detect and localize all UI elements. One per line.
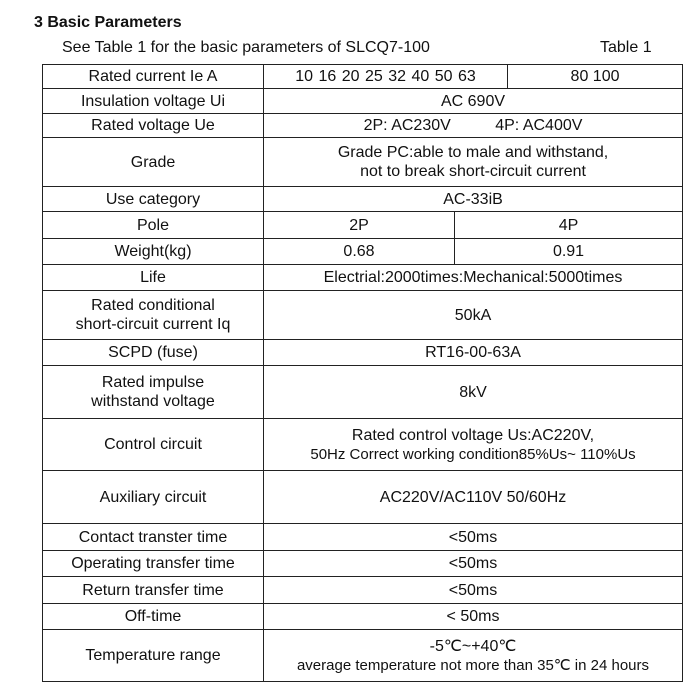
row-label — [43, 366, 264, 419]
section-heading: 3 Basic Parameters — [34, 14, 182, 31]
row-value: 2P: AC230V 4P: AC400V — [264, 114, 683, 138]
table-row — [43, 340, 683, 366]
table-row — [43, 187, 683, 212]
weight-2p: 0.68 — [264, 239, 455, 265]
parameters-table — [42, 64, 683, 682]
label-line-2: short-circuit current Iq — [75, 316, 231, 333]
table-row — [43, 114, 683, 138]
row-label: Return transfer time — [43, 577, 264, 604]
grade-line-2: not to break short-circuit current — [360, 163, 586, 180]
row-label: Weight(kg) — [43, 239, 264, 265]
row-label: SCPD (fuse) — [43, 340, 264, 366]
table-label: Table 1 — [600, 39, 652, 56]
table-row — [43, 65, 683, 89]
table-row — [43, 577, 683, 604]
row-label: Use category — [43, 187, 264, 212]
row-label: Off-time — [43, 604, 264, 630]
table-row — [43, 524, 683, 551]
row-label: Auxiliary circuit — [43, 471, 264, 524]
pole-2p: 2P — [264, 212, 455, 239]
table-row — [43, 471, 683, 524]
pole-4p: 4P — [455, 212, 683, 239]
row-value: AC220V/AC110V 50/60Hz — [264, 471, 683, 524]
row-label: Rated voltage Ue — [43, 114, 264, 138]
row-value: Electrial:2000times:Mechanical:5000times — [264, 265, 683, 291]
row-label — [43, 291, 264, 340]
row-label: Control circuit — [43, 419, 264, 471]
temperature-line-1: -5℃~+40℃ — [429, 637, 517, 655]
current-ratings-large: 80 100 — [508, 65, 683, 89]
row-value: 50kA — [264, 291, 683, 340]
row-value — [264, 138, 683, 187]
table-row — [43, 604, 683, 630]
table-row — [43, 138, 683, 187]
row-value: <50ms — [264, 551, 683, 577]
control-line-2: 50Hz Correct working condition85%Us~ 110%Us — [310, 445, 636, 463]
row-label: Temperature range — [43, 630, 264, 682]
row-label: Rated current Ie A — [43, 65, 264, 89]
row-value: 8kV — [264, 366, 683, 419]
weight-4p: 0.91 — [455, 239, 683, 265]
row-value: < 50ms — [264, 604, 683, 630]
row-value: AC 690V — [264, 89, 683, 114]
label-line-1: Rated conditional — [91, 297, 215, 314]
table-row — [43, 419, 683, 471]
table-row — [43, 89, 683, 114]
row-value: RT16-00-63A — [264, 340, 683, 366]
control-line-1: Rated control voltage Us:AC220V, — [351, 426, 595, 444]
table-row — [43, 291, 683, 340]
row-label: Pole — [43, 212, 264, 239]
row-label: Contact transter time — [43, 524, 264, 551]
grade-line-1: Grade PC:able to male and withstand, — [337, 144, 609, 161]
label-line-1: Rated impulse — [101, 374, 205, 391]
table-row — [43, 630, 683, 682]
row-value: <50ms — [264, 524, 683, 551]
table-row — [43, 551, 683, 577]
row-value — [264, 419, 683, 471]
table-row — [43, 212, 683, 239]
temperature-line-2: average temperature not more than 35℃ in 24 hours — [296, 656, 650, 674]
row-value: AC-33iB — [264, 187, 683, 212]
intro-text: See Table 1 for the basic parameters of SLCQ7-100 — [62, 39, 430, 56]
table-row — [43, 265, 683, 291]
label-line-2: withstand voltage — [91, 393, 215, 410]
current-ratings-small: 10 16 20 25 32 40 50 63 — [264, 65, 508, 89]
table-row — [43, 239, 683, 265]
table-row — [43, 366, 683, 419]
row-label: Operating transfer time — [43, 551, 264, 577]
row-label: Life — [43, 265, 264, 291]
row-value: <50ms — [264, 577, 683, 604]
row-label: Grade — [43, 138, 264, 187]
row-value — [264, 630, 683, 682]
row-label: Insulation voltage Ui — [43, 89, 264, 114]
